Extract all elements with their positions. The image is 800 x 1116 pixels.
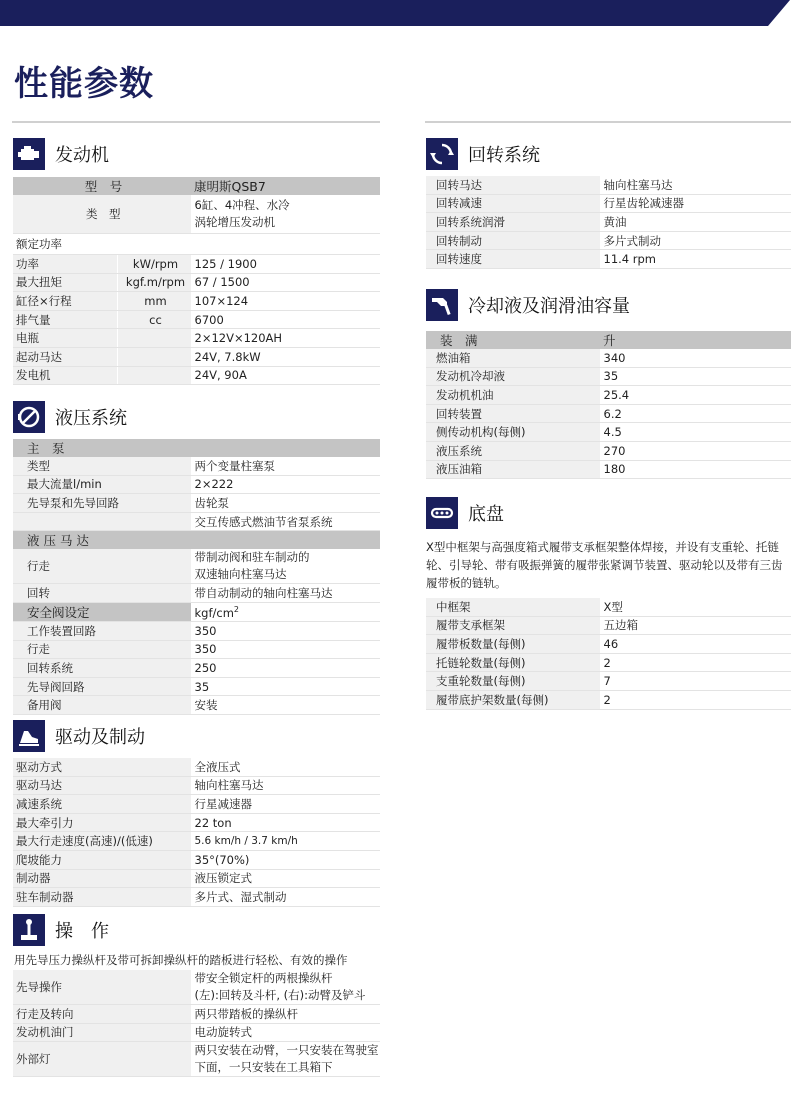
model-label: 型 号	[13, 177, 191, 195]
pump-row-value: 2×222	[191, 475, 380, 494]
valve-row	[13, 621, 380, 640]
rated-power-label: 额定功率	[13, 234, 380, 255]
capacity-row-value: 4.5	[600, 423, 791, 442]
engine-section-header	[13, 138, 109, 170]
light-value	[191, 1042, 380, 1077]
swing-row-value: 轴向柱塞马达	[600, 176, 791, 194]
chassis-row-label: 中框架	[426, 598, 600, 616]
valve-row-value: 350	[191, 621, 380, 640]
capacity-row-value: 270	[600, 441, 791, 460]
valve-row	[13, 640, 380, 659]
capacity-row-value: 6.2	[600, 404, 791, 423]
swing-row-label: 回转制动	[426, 231, 600, 250]
capacity-header-label: 装 满	[426, 331, 600, 349]
engine-title: 发动机	[55, 145, 109, 166]
operation-intro: 用先导压力操纵杆及带可拆卸操纵杆的踏板进行轻松、有效的操作	[14, 953, 348, 967]
capacity-row-label: 侧传动机构(每侧)	[426, 423, 600, 442]
drive-table	[13, 758, 380, 907]
motor-header-row	[13, 531, 380, 550]
capacity-row-label: 发动机冷却液	[426, 367, 600, 386]
engine-row-value: 107×124	[191, 292, 380, 311]
chassis-row-value: 46	[600, 635, 791, 654]
throttle-row	[13, 1023, 380, 1042]
swing-row-value: 黄油	[600, 213, 791, 232]
drive-row-label: 驱动方式	[13, 758, 191, 776]
drive-row-value: 多片式、湿式制动	[191, 888, 380, 907]
rated-power-row	[13, 234, 380, 255]
light-row	[13, 1042, 380, 1077]
chassis-row-value: 2	[600, 690, 791, 709]
chassis-row	[426, 635, 791, 654]
engine-row-unit: kgf.m/rpm	[117, 273, 191, 292]
swing-row-label: 回转速度	[426, 250, 600, 269]
swing-motor-row	[13, 584, 380, 603]
chassis-row	[426, 653, 791, 672]
engine-table	[13, 177, 380, 385]
swing-row	[426, 213, 791, 232]
drive-row-label: 最大牵引力	[13, 813, 191, 832]
pilot-value	[191, 970, 380, 1005]
engine-row-label: 起动马达	[13, 347, 117, 366]
top-banner	[0, 0, 800, 26]
type-value-line-1: 6缸、4冲程、水冷	[194, 198, 290, 212]
capacity-section-header	[426, 289, 630, 321]
valve-row-value: 250	[191, 659, 380, 678]
engine-row-value: 24V, 90A	[191, 366, 380, 385]
capacity-row-value: 340	[600, 349, 791, 367]
valve-unit-sup: 2	[233, 604, 240, 614]
drive-section-header	[13, 720, 145, 752]
capacity-row-label: 燃油箱	[426, 349, 600, 367]
capacity-title: 冷却液及润滑油容量	[468, 296, 630, 317]
swing-row	[426, 176, 791, 194]
pump-row-label: 最大流量l/min	[13, 475, 191, 494]
chassis-row-value: 7	[600, 672, 791, 691]
motor-header: 液 压 马 达	[13, 531, 380, 550]
drive-row	[13, 776, 380, 795]
valve-row	[13, 677, 380, 696]
throttle-value: 电动旋转式	[191, 1023, 380, 1042]
capacity-row	[426, 367, 791, 386]
capacity-header-value: 升	[600, 331, 791, 349]
type-value	[191, 195, 380, 234]
engine-row-unit: kW/rpm	[117, 255, 191, 274]
pump-row-value: 齿轮泵	[191, 494, 380, 513]
travel-motor-line-1: 带制动阀和驻车制动的	[194, 550, 310, 565]
light-value-line-2: 下面，一只安装在工具箱下	[194, 1060, 333, 1075]
pump-header-row	[13, 439, 380, 457]
hydraulic-section-header	[13, 401, 127, 433]
light-label: 外部灯	[13, 1042, 191, 1077]
chassis-row-value: 2	[600, 653, 791, 672]
swing-row-value: 11.4 rpm	[600, 250, 791, 269]
engine-row-value: 67 / 1500	[191, 273, 380, 292]
chassis-desc-line-3: 履带板的链轨。	[426, 576, 507, 590]
valve-row	[13, 659, 380, 678]
chassis-desc-line-2: 轮、引导轮、带有吸振弹簧的履带张紧调节装置、驱动轮以及带有三齿	[426, 558, 783, 572]
chassis-desc-line-1: X型中框架与高强度箱式履带支承框架整体焊接，并设有支重轮、托链	[426, 540, 779, 554]
valve-row-label: 行走	[13, 640, 191, 659]
swing-row-value: 多片式制动	[600, 231, 791, 250]
travel-motor-line-2: 双速轴向柱塞马达	[194, 567, 287, 582]
swing-row-label: 回转减速	[426, 194, 600, 213]
engine-icon	[13, 138, 45, 170]
travel-motor-row	[13, 549, 380, 584]
engine-row-unit	[117, 366, 191, 385]
capacity-row-label: 发动机机油	[426, 386, 600, 405]
engine-row	[13, 347, 380, 366]
chassis-row-label: 履带底护架数量(每侧)	[426, 690, 600, 709]
swing-row	[426, 250, 791, 269]
travel-motor-value	[191, 549, 380, 584]
swing-motor-label: 回转	[13, 584, 191, 603]
pump-row-label: 先导泵和先导回路	[13, 494, 191, 513]
throttle-label: 发动机油门	[13, 1023, 191, 1042]
swing-motor-value: 带自动制动的轴向柱塞马达	[191, 584, 380, 603]
valve-unit-base: kgf/cm	[194, 605, 234, 620]
engine-row-label: 发电机	[13, 366, 117, 385]
swing-section-header	[426, 138, 540, 170]
swing-row	[426, 231, 791, 250]
operation-section-header	[13, 914, 109, 946]
swing-title: 回转系统	[468, 145, 540, 166]
engine-row	[13, 255, 380, 274]
hydraulic-icon	[13, 401, 45, 433]
drive-row-value: 35°(70%)	[191, 850, 380, 869]
engine-row-unit: mm	[117, 292, 191, 311]
capacity-row-value: 25.4	[600, 386, 791, 405]
capacity-row	[426, 460, 791, 479]
capacity-header-row	[426, 331, 791, 349]
engine-row	[13, 366, 380, 385]
drive-row-value: 5.6 km/h / 3.7 km/h	[191, 832, 380, 851]
chassis-table	[426, 598, 791, 710]
engine-row-label: 排气量	[13, 310, 117, 329]
chassis-row-value: 五边箱	[600, 616, 791, 635]
engine-row-value: 125 / 1900	[191, 255, 380, 274]
right-divider	[425, 121, 791, 123]
pilot-label: 先导操作	[13, 970, 191, 1005]
capacity-row	[426, 423, 791, 442]
swing-row-label: 回转马达	[426, 176, 600, 194]
engine-row-unit	[117, 347, 191, 366]
engine-row	[13, 329, 380, 348]
drive-row-label: 驱动马达	[13, 776, 191, 795]
drive-row	[13, 795, 380, 814]
pump-header: 主 泵	[13, 439, 380, 457]
steer-value: 两只带踏板的操纵杆	[191, 1005, 380, 1024]
capacity-table	[426, 331, 791, 479]
engine-row-value: 2×12V×120AH	[191, 329, 380, 348]
engine-row-label: 最大扭矩	[13, 273, 117, 292]
valve-row-value: 350	[191, 640, 380, 659]
drive-row	[13, 758, 380, 776]
capacity-row-label: 液压油箱	[426, 460, 600, 479]
steer-label: 行走及转向	[13, 1005, 191, 1024]
drive-row-value: 轴向柱塞马达	[191, 776, 380, 795]
chassis-section-header	[426, 497, 504, 529]
left-divider	[12, 121, 380, 123]
hydraulic-table	[13, 439, 380, 715]
drive-row-value: 液压锁定式	[191, 869, 380, 888]
track-drive-icon	[13, 720, 45, 752]
swing-row	[426, 194, 791, 213]
engine-row-value: 6700	[191, 310, 380, 329]
chassis-row	[426, 690, 791, 709]
valve-row	[13, 696, 380, 715]
chassis-row	[426, 672, 791, 691]
pump-row	[13, 457, 380, 475]
pump-row	[13, 475, 380, 494]
capacity-row-label: 回转装置	[426, 404, 600, 423]
valve-header: 安全阀设定	[13, 602, 191, 621]
model-value: 康明斯QSB7	[191, 177, 380, 195]
pilot-row	[13, 970, 380, 1005]
joystick-icon	[13, 914, 45, 946]
chassis-row	[426, 616, 791, 635]
chassis-row	[426, 598, 791, 616]
drive-row	[13, 832, 380, 851]
chassis-row-label: 支重轮数量(每侧)	[426, 672, 600, 691]
chassis-title: 底盘	[468, 504, 504, 525]
engine-row-label: 功率	[13, 255, 117, 274]
valve-row-label: 回转系统	[13, 659, 191, 678]
capacity-row-value: 180	[600, 460, 791, 479]
crawler-track-icon	[426, 497, 458, 529]
drive-row	[13, 888, 380, 907]
capacity-row-label: 液压系统	[426, 441, 600, 460]
type-label: 类 型	[13, 195, 191, 234]
drive-row-value: 22 ton	[191, 813, 380, 832]
chassis-row-label: 履带板数量(每侧)	[426, 635, 600, 654]
drive-row-label: 最大行走速度(高速)/(低速)	[13, 832, 191, 851]
engine-type-row	[13, 195, 380, 234]
drive-row-value: 全液压式	[191, 758, 380, 776]
engine-row	[13, 292, 380, 311]
pump-row-label: 类型	[13, 457, 191, 475]
valve-row-value: 35	[191, 677, 380, 696]
engine-row	[13, 273, 380, 292]
valve-row-value: 安装	[191, 696, 380, 715]
engine-model-row	[13, 177, 380, 195]
valve-unit	[191, 602, 380, 621]
chassis-row-value: X型	[600, 598, 791, 616]
chassis-row-label: 履带支承框架	[426, 616, 600, 635]
pump-row-value: 交互传感式燃油节省泵系统	[191, 512, 380, 531]
drive-row-label: 驻车制动器	[13, 888, 191, 907]
rotation-icon	[426, 138, 458, 170]
valve-row-label: 先导阀回路	[13, 677, 191, 696]
capacity-row	[426, 349, 791, 367]
pump-row-value: 两个变量柱塞泵	[191, 457, 380, 475]
pump-row	[13, 494, 380, 513]
pilot-value-line-2: (左):回转及斗杆, (右):动臂及铲斗	[194, 988, 366, 1002]
page-title: 性能参数	[14, 64, 154, 104]
fuel-nozzle-icon	[426, 289, 458, 321]
chassis-description	[426, 538, 792, 592]
valve-row-label: 工作装置回路	[13, 621, 191, 640]
light-value-line-1: 两只安装在动臂，一只安装在驾驶室	[194, 1043, 379, 1058]
swing-row-value: 行星齿轮减速器	[600, 194, 791, 213]
chassis-row-label: 托链轮数量(每侧)	[426, 653, 600, 672]
valve-row-label: 备用阀	[13, 696, 191, 715]
drive-title: 驱动及制动	[55, 727, 145, 748]
capacity-row	[426, 441, 791, 460]
engine-row-unit	[117, 329, 191, 348]
pump-row	[13, 512, 380, 531]
steer-row	[13, 1005, 380, 1024]
drive-row	[13, 813, 380, 832]
swing-row-label: 回转系统润滑	[426, 213, 600, 232]
drive-row-label: 爬坡能力	[13, 850, 191, 869]
engine-row-value: 24V, 7.8kW	[191, 347, 380, 366]
pump-row-label	[13, 512, 191, 531]
engine-row	[13, 310, 380, 329]
engine-row-label: 缸径×行程	[13, 292, 117, 311]
capacity-row	[426, 404, 791, 423]
engine-row-unit: cc	[117, 310, 191, 329]
drive-row	[13, 850, 380, 869]
type-value-line-2: 涡轮增压发动机	[194, 215, 275, 229]
engine-row-label: 电瓶	[13, 329, 117, 348]
drive-row-label: 制动器	[13, 869, 191, 888]
valve-header-row	[13, 602, 380, 621]
hydraulic-title: 液压系统	[55, 408, 127, 429]
operation-title: 操 作	[55, 921, 109, 942]
pilot-value-line-1: 带安全锁定杆的两根操纵杆	[194, 971, 333, 985]
capacity-row-value: 35	[600, 367, 791, 386]
drive-row-label: 减速系统	[13, 795, 191, 814]
drive-row	[13, 869, 380, 888]
swing-table	[426, 176, 791, 269]
capacity-row	[426, 386, 791, 405]
drive-row-value: 行星减速器	[191, 795, 380, 814]
operation-table	[13, 970, 380, 1077]
travel-motor-label: 行走	[13, 549, 191, 584]
